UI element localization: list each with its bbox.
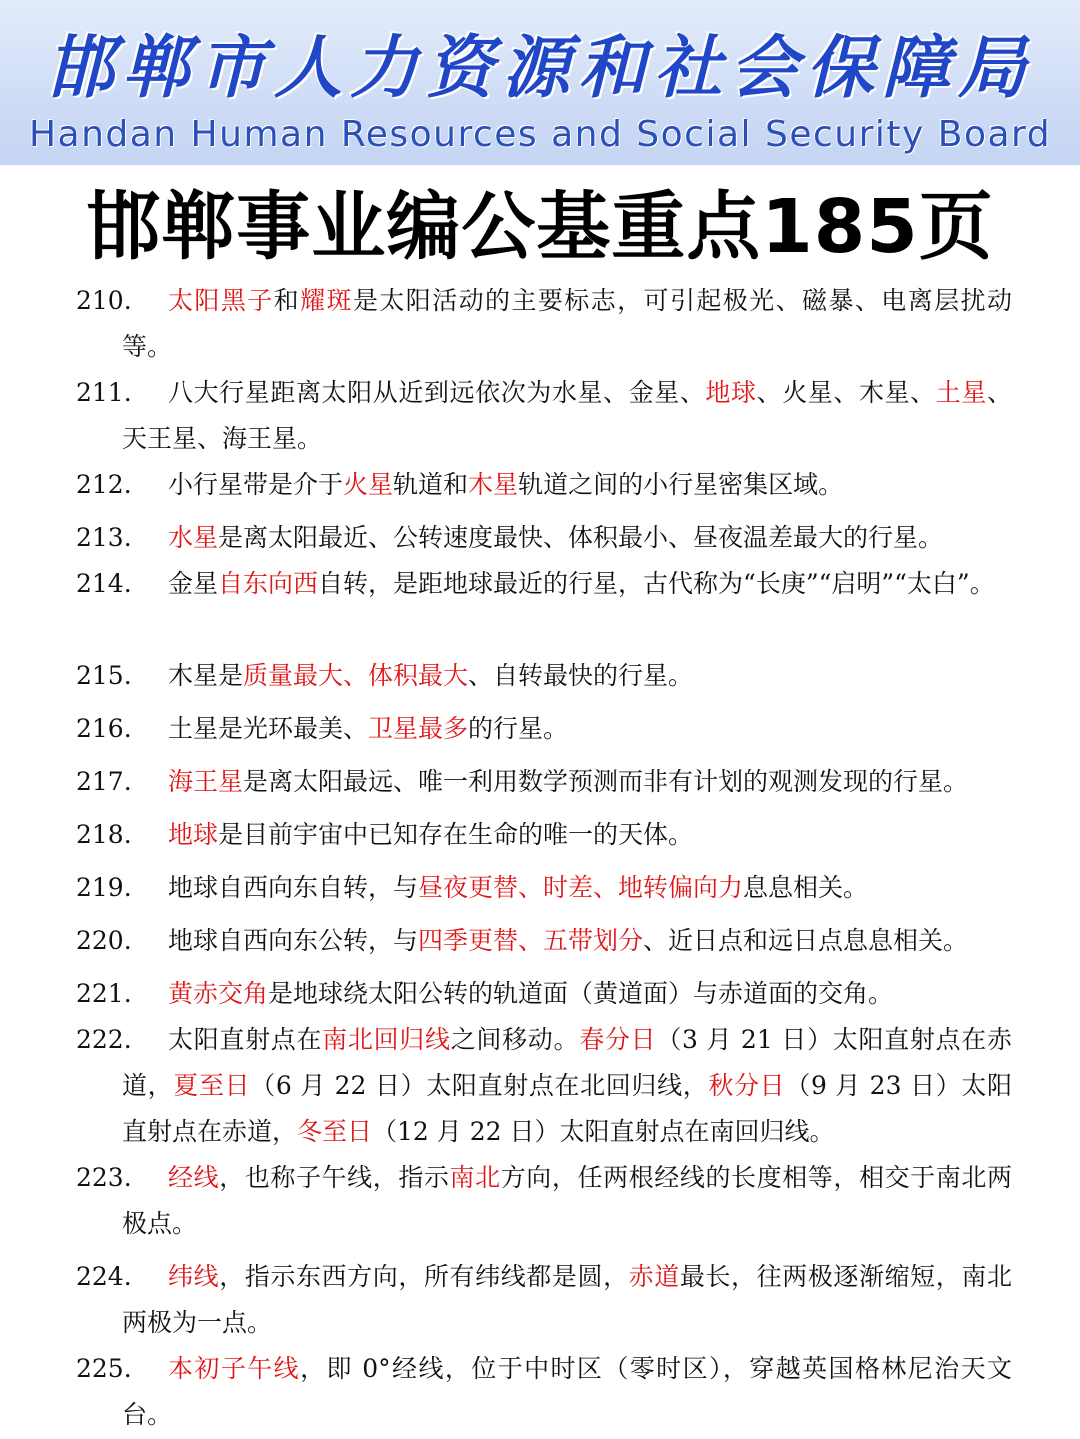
highlight-term: 夏至日 <box>173 1071 251 1100</box>
highlight-term: 自东向西 <box>218 569 319 598</box>
text-segment: 八大行星距离太阳从近到远依次为水星、金星、 <box>168 378 706 407</box>
highlight-term: 土星 <box>935 378 987 407</box>
highlight-term: 水星 <box>168 523 219 552</box>
item-text <box>122 1017 1012 1155</box>
text-segment: 、自转最快的行星。 <box>468 661 694 690</box>
highlight-term: 春分日 <box>579 1025 657 1054</box>
text-segment: ，指示东西方向，所有纬线都是圆， <box>219 1262 629 1291</box>
item-number: 214. <box>76 569 132 598</box>
text-segment: ，即 0°经线，位于中时区（零时区），穿越英国格林尼治天文台。 <box>122 1354 1012 1429</box>
highlight-term: 本初子午线 <box>168 1354 301 1383</box>
highlight-term: 卫星最多 <box>368 714 469 743</box>
highlight-term: 太阳黑子 <box>168 286 274 315</box>
item-text <box>122 1346 1012 1438</box>
highlight-term: 质量最大、体积最大 <box>243 661 469 690</box>
text-segment: （6 月 22 日）太阳直射点在北回归线， <box>250 1071 709 1100</box>
highlight-term: 纬线 <box>168 1262 220 1291</box>
text-segment: 是离太阳最近、公转速度最快、体积最小、昼夜温差最大的行星。 <box>218 523 944 552</box>
text-segment: 是太阳活动的主要标志，可引起极光、磁暴、电离层扰动等。 <box>122 286 1012 361</box>
item-number: 217. <box>76 767 132 796</box>
highlight-term: 昼夜更替、时差、地转偏向力 <box>418 873 744 902</box>
item-number: 212. <box>76 470 132 499</box>
highlight-term: 四季更替、五带划分 <box>418 926 644 955</box>
item-number: 222. <box>76 1025 132 1054</box>
highlight-term: 木星 <box>468 470 519 499</box>
text-segment: 息息相关。 <box>743 873 869 902</box>
text-segment: 太阳直射点在 <box>168 1025 323 1054</box>
item-number: 215. <box>76 661 132 690</box>
text-segment: 木星是 <box>168 661 244 690</box>
text-segment: 、近日点和远日点息息相关。 <box>643 926 969 955</box>
item-number: 221. <box>76 979 132 1008</box>
item-number: 210. <box>76 286 132 315</box>
text-segment: （3 月 21 日）太阳直射点在赤道， <box>122 1025 1012 1100</box>
highlight-term: 经线 <box>168 1163 220 1192</box>
highlight-term: 耀斑 <box>300 286 353 315</box>
item-text <box>122 370 1012 462</box>
text-segment: （9 月 23 日）太阳直射点在赤道， <box>122 1071 1012 1146</box>
item-number: 213. <box>76 523 132 552</box>
item-number: 211. <box>76 378 132 407</box>
text-segment: ，也称子午线，指示 <box>219 1163 450 1192</box>
item-text <box>122 462 1012 508</box>
text-segment: 是离太阳最远、唯一利用数学预测而非有计划的观测发现的行星。 <box>243 767 969 796</box>
item-text <box>122 918 1012 964</box>
highlight-term: 南北 <box>449 1163 501 1192</box>
text-segment: 是地球绕太阳公转的轨道面（黄道面）与赤道面的交角。 <box>268 979 894 1008</box>
item-text <box>122 1254 1012 1346</box>
text-segment: 轨道和 <box>393 470 469 499</box>
bureau-name-en: Handan Human Resources and Social Security Board <box>28 114 1052 155</box>
bureau-name-cn: 邯郸市人力资源和社会保障局 <box>45 28 1034 108</box>
item-text <box>122 561 1012 607</box>
item-text <box>122 865 1012 911</box>
item-text <box>122 1155 1012 1247</box>
text-segment: 、火星、木星、 <box>756 378 936 407</box>
text-segment: 金星 <box>168 569 219 598</box>
highlight-term: 赤道 <box>628 1262 680 1291</box>
highlight-term: 南北回归线 <box>322 1025 451 1054</box>
highlight-term: 秋分日 <box>708 1071 786 1100</box>
highlight-term: 地球 <box>705 378 757 407</box>
text-segment: 土星是光环最美、 <box>168 714 369 743</box>
text-segment: 之间移动。 <box>450 1025 580 1054</box>
item-text <box>122 759 1012 805</box>
text-segment: 自转，是距地球最近的行星，古代称为“长庚”“启明”“太白”。 <box>318 569 995 598</box>
item-number: 223. <box>76 1163 132 1192</box>
text-segment: 小行星带是介于 <box>168 470 344 499</box>
item-number: 225. <box>76 1354 132 1383</box>
text-segment: 最长，往两极逐渐缩短，南北两极为一点。 <box>122 1262 1012 1337</box>
page-title: 邯郸事业编公基重点185页 <box>86 184 994 270</box>
item-number: 224. <box>76 1262 132 1291</box>
text-segment: 、天王星、海王星。 <box>122 378 1012 453</box>
item-text <box>122 515 1012 561</box>
item-number: 216. <box>76 714 132 743</box>
text-segment: 和 <box>273 286 301 315</box>
highlight-term: 火星 <box>343 470 394 499</box>
text-segment: 地球自西向东自转，与 <box>168 873 419 902</box>
text-segment: 是目前宇宙中已知存在生命的唯一的天体。 <box>218 820 694 849</box>
item-text <box>122 278 1012 370</box>
text-segment: 的行星。 <box>468 714 569 743</box>
item-text <box>122 653 1012 699</box>
highlight-term: 海王星 <box>168 767 244 796</box>
text-segment: 轨道之间的小行星密集区域。 <box>518 470 844 499</box>
item-text <box>122 812 1012 858</box>
item-number: 220. <box>76 926 132 955</box>
item-text <box>122 706 1012 752</box>
highlight-term: 冬至日 <box>297 1117 373 1146</box>
text-segment: 地球自西向东公转，与 <box>168 926 419 955</box>
item-text <box>122 971 1012 1017</box>
text-segment: （12 月 22 日）太阳直射点在南回归线。 <box>372 1117 835 1146</box>
highlight-term: 黄赤交角 <box>168 979 269 1008</box>
highlight-term: 地球 <box>168 820 219 849</box>
text-segment: 方向，任两根经线的长度相等，相交于南北两极点。 <box>122 1163 1012 1238</box>
header-banner <box>0 0 1080 165</box>
item-number: 219. <box>76 873 132 902</box>
item-number: 218. <box>76 820 132 849</box>
